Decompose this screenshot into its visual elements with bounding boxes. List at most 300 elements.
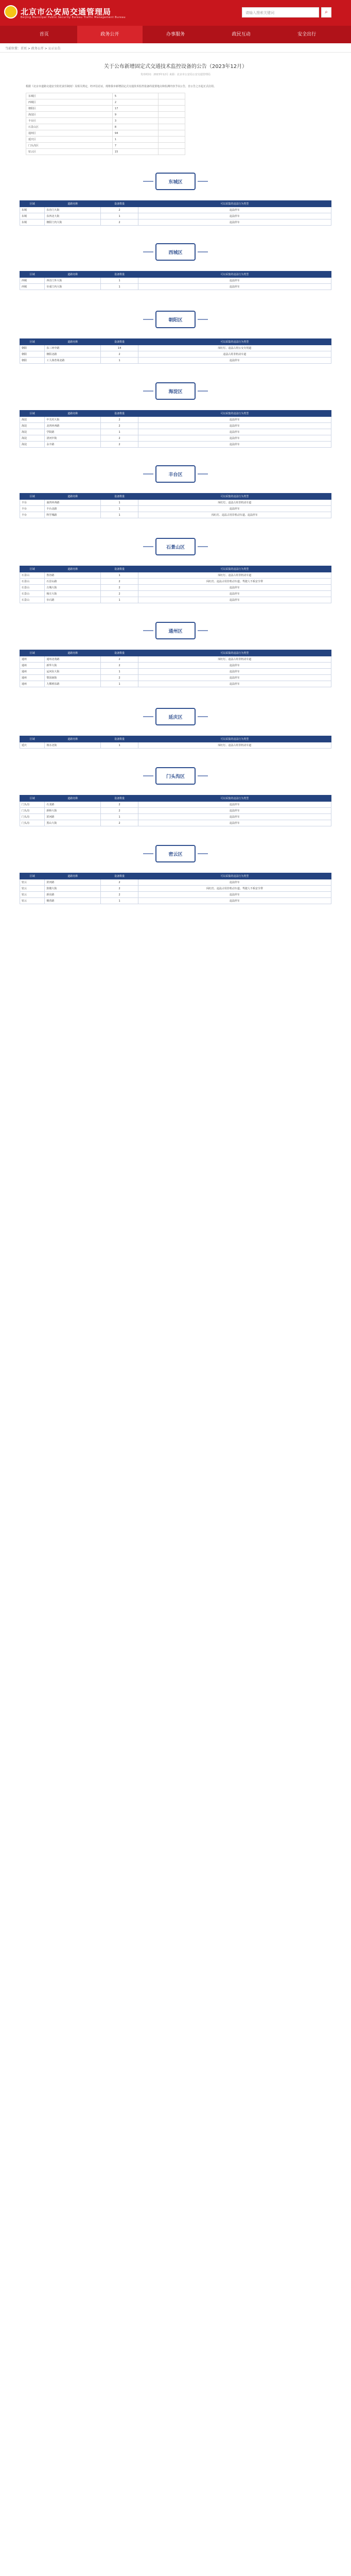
device-count: 2 — [101, 351, 138, 358]
table-row — [20, 663, 331, 669]
row-region: 通州 — [20, 656, 45, 663]
intro-text: 根据《北京市道路交通安全防范责任制度》及相关规定，经评估论证，现将我市新增固定式交通技术监控设备的设置地点和监测内容予以公告，自公告之日起正式启用。 — [26, 85, 217, 88]
table-row — [20, 572, 331, 579]
device-count: 2 — [101, 886, 138, 892]
road-name: 新华大街 — [45, 663, 101, 669]
summary-row — [26, 118, 185, 124]
column-header: 区域 — [20, 566, 45, 572]
row-region: 门头沟 — [20, 820, 45, 826]
table-row — [20, 585, 331, 591]
road-name: 滨河路 — [45, 814, 101, 820]
row-region: 密云 — [20, 898, 45, 904]
road-name: 朝阳北路 — [45, 351, 101, 358]
summary-cell: 通州区 — [26, 130, 113, 137]
violation-types: 闯红灯、违法占用非机动车道、驾驶人不系安全带 — [138, 886, 331, 892]
column-header: 设备数量 — [101, 873, 138, 879]
column-header: 设备数量 — [101, 795, 138, 802]
column-header: 可以采集的违法行为类型 — [138, 411, 331, 417]
device-count: 2 — [101, 423, 138, 429]
summary-cell — [158, 112, 185, 118]
violation-types: 违法停车 — [138, 417, 331, 423]
road-name: 古城大街 — [45, 585, 101, 591]
row-region: 海淀 — [20, 429, 45, 435]
row-region: 通州 — [20, 681, 45, 687]
summary-cell — [158, 99, 185, 106]
summary-cell: 西城区 — [26, 99, 113, 106]
region-section — [20, 767, 331, 826]
row-region: 丰台 — [20, 506, 45, 512]
violation-types: 违法停车 — [138, 435, 331, 442]
road-name: 石龙路 — [45, 802, 101, 808]
road-name: 梨园南街 — [45, 675, 101, 681]
table-row — [20, 345, 331, 351]
row-region: 石景山 — [20, 572, 45, 579]
road-name: 九棵树东路 — [45, 681, 101, 687]
violation-types: 违法停车 — [138, 802, 331, 808]
violation-types: 闯红灯、违法占用非机动车道 — [138, 742, 331, 749]
column-header: 道路名称 — [45, 339, 101, 345]
region-table — [20, 338, 331, 364]
road-name: 运河东大街 — [45, 669, 101, 675]
violation-types: 违法停车 — [138, 808, 331, 814]
table-row — [20, 808, 331, 814]
row-region: 朝阳 — [20, 345, 45, 351]
column-header: 可以采集的违法行为类型 — [138, 339, 331, 345]
police-emblem-icon — [4, 5, 17, 19]
table-row — [20, 219, 331, 226]
summary-row — [26, 106, 185, 112]
summary-cell: 2 — [112, 99, 158, 106]
main-nav — [0, 26, 351, 43]
summary-cell: 丰台区 — [26, 118, 113, 124]
device-count: 1 — [101, 500, 138, 506]
summary-cell: 门头沟区 — [26, 143, 113, 149]
table-row — [20, 656, 331, 663]
table-row — [20, 278, 331, 284]
column-header: 设备数量 — [101, 566, 138, 572]
column-header: 道路名称 — [45, 795, 101, 802]
device-count: 1 — [101, 814, 138, 820]
region-section — [20, 382, 331, 448]
row-region: 西城 — [20, 278, 45, 284]
column-header: 区域 — [20, 873, 45, 879]
row-region: 石景山 — [20, 591, 45, 597]
table-row — [20, 442, 331, 448]
region-table — [20, 410, 331, 448]
row-region: 海淀 — [20, 435, 45, 442]
table-row — [20, 886, 331, 892]
row-region: 朝阳 — [20, 351, 45, 358]
column-header: 设备数量 — [101, 650, 138, 656]
table-row — [20, 892, 331, 898]
column-header: 设备数量 — [101, 736, 138, 742]
road-name: 东直门大街 — [45, 207, 101, 213]
column-header: 区域 — [20, 650, 45, 656]
road-name: 清河中街 — [45, 435, 101, 442]
region-table — [20, 650, 331, 687]
device-count: 2 — [101, 207, 138, 213]
row-region: 门头沟 — [20, 814, 45, 820]
violation-types: 违法停车 — [138, 892, 331, 898]
device-count: 2 — [101, 802, 138, 808]
table-row — [20, 820, 331, 826]
table-row — [20, 500, 331, 506]
column-header: 可以采集的违法行为类型 — [138, 795, 331, 802]
nav-safety[interactable]: 安全出行 — [297, 32, 317, 37]
row-region: 密云 — [20, 879, 45, 886]
summary-cell — [158, 149, 185, 155]
row-region: 海淀 — [20, 423, 45, 429]
column-header: 区域 — [20, 339, 45, 345]
summary-row — [26, 112, 185, 118]
road-name: 学院路 — [45, 429, 101, 435]
summary-table — [26, 93, 185, 155]
violation-types: 违法停车 — [138, 442, 331, 448]
summary-cell — [158, 130, 185, 137]
table-row — [20, 435, 331, 442]
device-count: 2 — [101, 219, 138, 226]
violation-types: 违法停车 — [138, 591, 331, 597]
column-header: 道路名称 — [45, 650, 101, 656]
violation-types: 违法停车 — [138, 669, 331, 675]
road-name: 妫水北街 — [45, 742, 101, 749]
device-count: 2 — [101, 820, 138, 826]
device-count: 1 — [101, 358, 138, 364]
violation-types: 违法停车 — [138, 213, 331, 219]
row-region: 延庆 — [20, 742, 45, 749]
summary-cell: 海淀区 — [26, 112, 113, 118]
device-count: 2 — [101, 675, 138, 681]
violation-types: 违法停车 — [138, 219, 331, 226]
table-header — [20, 201, 331, 207]
summary-cell: 石景山区 — [26, 124, 113, 130]
road-name: 科学城路 — [45, 512, 101, 518]
device-count: 1 — [101, 429, 138, 435]
violation-types: 违法停车 — [138, 663, 331, 669]
column-header: 区域 — [20, 736, 45, 742]
violation-types: 闯红灯、违法占用公交专用道 — [138, 345, 331, 351]
nav-government[interactable]: 政务公开 — [77, 26, 143, 43]
violation-types: 闯红灯、违法占用非机动车道、驾驶人不系安全带 — [138, 579, 331, 585]
table-header — [20, 411, 331, 417]
region-badge: 石景山区 — [155, 538, 196, 555]
region-section — [20, 465, 331, 518]
column-header: 区域 — [20, 272, 45, 278]
table-header — [20, 494, 331, 500]
summary-row — [26, 137, 185, 143]
road-name: 丰台北路 — [45, 506, 101, 512]
device-count: 2 — [101, 585, 138, 591]
region-section — [20, 173, 331, 226]
road-name: 南四环西路 — [45, 500, 101, 506]
site-title[interactable]: 北京市公安局交通管理局 — [21, 7, 112, 16]
summary-cell: 9 — [112, 112, 158, 118]
violation-types: 违法停车 — [138, 675, 331, 681]
device-count: 2 — [101, 579, 138, 585]
column-header: 设备数量 — [101, 494, 138, 500]
device-count: 2 — [101, 663, 138, 669]
road-name: 阜成门内大街 — [45, 284, 101, 290]
row-region: 通州 — [20, 669, 45, 675]
region-section — [20, 538, 331, 603]
road-name: 通州北苑路 — [45, 656, 101, 663]
region-badge: 东城区 — [155, 173, 196, 190]
road-name: 鼓楼大街 — [45, 886, 101, 892]
row-region: 石景山 — [20, 597, 45, 603]
column-header: 区域 — [20, 795, 45, 802]
region-badge: 延庆区 — [155, 708, 196, 725]
device-count: 2 — [101, 591, 138, 597]
region-badge: 门头沟区 — [155, 767, 196, 785]
row-region: 石景山 — [20, 585, 45, 591]
device-count: 14 — [101, 345, 138, 351]
summary-row — [26, 143, 185, 149]
column-header: 道路名称 — [45, 411, 101, 417]
violation-types: 违法停车 — [138, 506, 331, 512]
summary-cell: 17 — [112, 106, 158, 112]
device-count: 2 — [101, 442, 138, 448]
summary-cell: 94 — [112, 130, 158, 137]
road-name: 檀营路 — [45, 898, 101, 904]
summary-row — [26, 130, 185, 137]
summary-cell — [158, 106, 185, 112]
search-input[interactable]: 请输入搜索关键词 — [242, 7, 319, 18]
search-icon[interactable]: ⌕ — [321, 7, 331, 18]
road-name: 永丰路 — [45, 442, 101, 448]
region-section — [20, 243, 331, 290]
table-header — [20, 650, 331, 656]
violation-types: 闯红灯、违法占用非机动车道 — [138, 572, 331, 579]
summary-cell: 东城区 — [26, 93, 113, 99]
page-meta: 发布时间：2023年12月 来源：北京市公安局公安交通管理局 — [141, 73, 210, 76]
violation-types: 违法停车 — [138, 820, 331, 826]
road-name: 滨河路 — [45, 879, 101, 886]
region-badge: 通州区 — [155, 622, 196, 639]
device-count: 1 — [101, 284, 138, 290]
column-header: 道路名称 — [45, 873, 101, 879]
row-region: 东城 — [20, 213, 45, 219]
region-section — [20, 311, 331, 364]
nav-interaction[interactable]: 政民互动 — [232, 32, 251, 37]
region-table — [20, 795, 331, 826]
summary-row — [26, 99, 185, 106]
row-region: 通州 — [20, 675, 45, 681]
violation-types: 闯红灯、违法占用非机动车道 — [138, 500, 331, 506]
table-row — [20, 417, 331, 423]
region-badge: 丰台区 — [155, 465, 196, 483]
region-badge: 密云区 — [155, 845, 196, 862]
device-count: 1 — [101, 278, 138, 284]
column-header: 可以采集的违法行为类型 — [138, 650, 331, 656]
violation-types: 违法停车 — [138, 278, 331, 284]
summary-row — [26, 149, 185, 155]
road-name: 朝阳门内大街 — [45, 219, 101, 226]
summary-cell: 1 — [112, 137, 158, 143]
row-region: 丰台 — [20, 500, 45, 506]
breadcrumb[interactable]: 当前位置：首页 > 政务公开 > 公示公告 — [0, 43, 351, 53]
site-header — [0, 0, 351, 26]
road-name: 东三环中路 — [45, 345, 101, 351]
device-count: 1 — [101, 681, 138, 687]
summary-row — [26, 93, 185, 99]
table-row — [20, 423, 331, 429]
table-header — [20, 339, 331, 345]
summary-cell: 密云区 — [26, 149, 113, 155]
row-region: 密云 — [20, 886, 45, 892]
column-header: 可以采集的违法行为类型 — [138, 873, 331, 879]
table-row — [20, 879, 331, 886]
region-table — [20, 566, 331, 603]
column-header: 可以采集的违法行为类型 — [138, 736, 331, 742]
table-header — [20, 736, 331, 742]
row-region: 西城 — [20, 284, 45, 290]
table-row — [20, 802, 331, 808]
device-count: 1 — [101, 512, 138, 518]
road-name: 黑山大街 — [45, 820, 101, 826]
row-region: 海淀 — [20, 442, 45, 448]
table-row — [20, 579, 331, 585]
region-table — [20, 736, 331, 749]
road-name: 北四环西路 — [45, 423, 101, 429]
column-header: 区域 — [20, 494, 45, 500]
column-header: 可以采集的违法行为类型 — [138, 201, 331, 207]
column-header: 道路名称 — [45, 201, 101, 207]
road-name: 西直门外大街 — [45, 278, 101, 284]
table-header — [20, 873, 331, 879]
summary-cell: 3 — [112, 118, 158, 124]
violation-types: 闯红灯、违法占用非机动车道、违法停车 — [138, 512, 331, 518]
table-row — [20, 898, 331, 904]
device-count: 2 — [101, 417, 138, 423]
region-table — [20, 200, 331, 226]
column-header: 道路名称 — [45, 566, 101, 572]
table-header — [20, 272, 331, 278]
region-list — [0, 173, 351, 904]
road-name: 阜石路 — [45, 597, 101, 603]
violation-types: 违法停车 — [138, 681, 331, 687]
violation-types: 违法停车 — [138, 429, 331, 435]
device-count: 1 — [101, 597, 138, 603]
row-region: 朝阳 — [20, 358, 45, 364]
region-table — [20, 493, 331, 518]
row-region: 门头沟 — [20, 808, 45, 814]
summary-cell: 延庆区 — [26, 137, 113, 143]
table-row — [20, 207, 331, 213]
column-header: 设备数量 — [101, 339, 138, 345]
device-count: 2 — [101, 656, 138, 663]
violation-types: 违法停车 — [138, 358, 331, 364]
region-section — [20, 708, 331, 749]
violation-types: 违法停车 — [138, 423, 331, 429]
violation-types: 违法停车 — [138, 585, 331, 591]
device-count: 1 — [101, 742, 138, 749]
region-badge: 西城区 — [155, 243, 196, 261]
table-header — [20, 566, 331, 572]
table-row — [20, 597, 331, 603]
row-region: 海淀 — [20, 417, 45, 423]
row-region: 门头沟 — [20, 802, 45, 808]
page-title: 关于公布新增固定式交通技术监控设备的公告（2023年12月） — [103, 64, 248, 70]
summary-cell: 5 — [112, 93, 158, 99]
nav-home[interactable]: 首页 — [39, 32, 49, 37]
road-name: 东四北大街 — [45, 213, 101, 219]
table-row — [20, 591, 331, 597]
row-region: 石景山 — [20, 579, 45, 585]
column-header: 区域 — [20, 201, 45, 207]
summary-row — [26, 124, 185, 130]
summary-cell: 7 — [112, 143, 158, 149]
column-header: 道路名称 — [45, 736, 101, 742]
table-row — [20, 681, 331, 687]
region-badge: 海淀区 — [155, 382, 196, 400]
table-row — [20, 675, 331, 681]
row-region: 丰台 — [20, 512, 45, 518]
table-row — [20, 669, 331, 675]
column-header: 可以采集的违法行为类型 — [138, 566, 331, 572]
table-row — [20, 429, 331, 435]
violation-types: 违法停车 — [138, 879, 331, 886]
summary-cell — [158, 143, 185, 149]
summary-cell — [158, 124, 185, 130]
table-row — [20, 742, 331, 749]
device-count: 1 — [101, 213, 138, 219]
row-region: 通州 — [20, 663, 45, 669]
table-row — [20, 351, 331, 358]
violation-types: 违法占用非机动车道 — [138, 351, 331, 358]
table-header — [20, 795, 331, 802]
column-header: 设备数量 — [101, 272, 138, 278]
device-count: 1 — [101, 669, 138, 675]
summary-cell: 8 — [112, 124, 158, 130]
row-region: 东城 — [20, 207, 45, 213]
violation-types: 违法停车 — [138, 898, 331, 904]
road-name: 石景山路 — [45, 579, 101, 585]
violation-types: 违法停车 — [138, 284, 331, 290]
summary-cell — [158, 118, 185, 124]
region-table — [20, 271, 331, 290]
table-row — [20, 512, 331, 518]
site-subtitle: Beijing Municipal Public Security Bureau Traffic Management Bureau — [21, 16, 126, 19]
device-count: 1 — [101, 898, 138, 904]
column-header: 设备数量 — [101, 411, 138, 417]
road-name: 杨庄大街 — [45, 591, 101, 597]
nav-services[interactable]: 办事服务 — [166, 32, 185, 37]
table-row — [20, 213, 331, 219]
violation-types: 违法停车 — [138, 207, 331, 213]
table-row — [20, 814, 331, 820]
column-header: 设备数量 — [101, 201, 138, 207]
road-name: 工人体育场北路 — [45, 358, 101, 364]
device-count: 1 — [101, 506, 138, 512]
row-region: 密云 — [20, 892, 45, 898]
region-table — [20, 873, 331, 904]
summary-cell: 朝阳区 — [26, 106, 113, 112]
region-section — [20, 622, 331, 687]
violation-types: 闯红灯、违法占用非机动车道 — [138, 656, 331, 663]
road-name: 鲁谷路 — [45, 572, 101, 579]
table-row — [20, 358, 331, 364]
road-name: 中关村大街 — [45, 417, 101, 423]
device-count: 2 — [101, 892, 138, 898]
region-badge: 朝阳区 — [155, 311, 196, 328]
column-header: 道路名称 — [45, 494, 101, 500]
device-count: 2 — [101, 435, 138, 442]
violation-types: 违法停车 — [138, 814, 331, 820]
device-count: 2 — [101, 808, 138, 814]
table-row — [20, 284, 331, 290]
road-name: 新东路 — [45, 892, 101, 898]
violation-types: 违法停车 — [138, 597, 331, 603]
